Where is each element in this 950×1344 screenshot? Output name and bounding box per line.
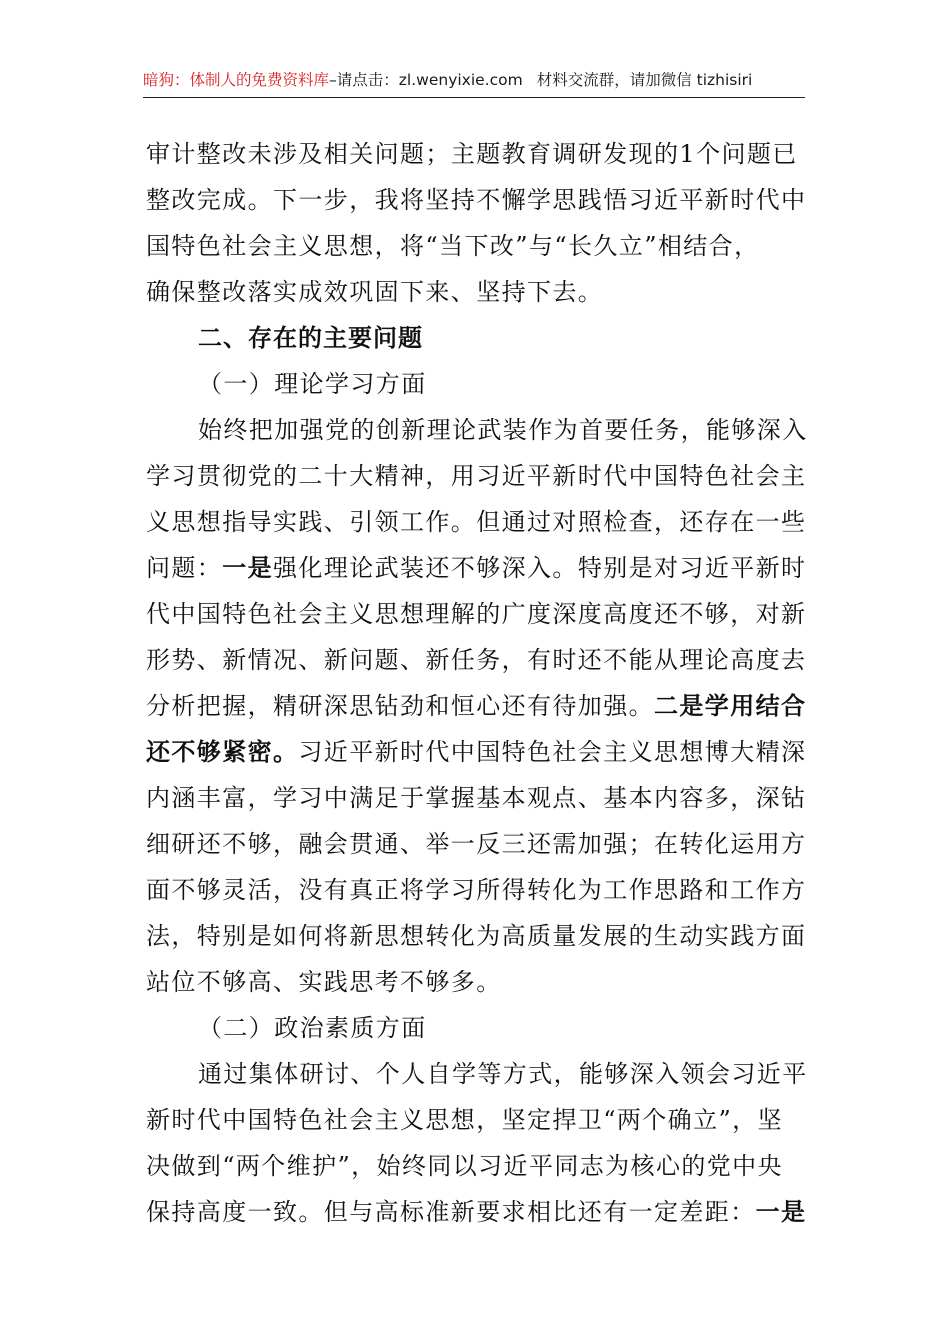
paragraph-line: 代中国特色社会主义思想理解的广度深度高度还不够，对新 — [146, 600, 807, 628]
page-header — [143, 66, 805, 98]
paragraph-line: 学习贯彻党的二十大精神，用习近平新时代中国特色社会主 — [146, 462, 807, 490]
paragraph-line: 义思想指导实践、引领工作。但通过对照检查，还存在一些 — [146, 508, 807, 536]
header-wechat: 材料交流群，请加微信 tizhisiri — [536, 71, 753, 89]
header-brand: 暗狗：体制人的免费资料库 — [143, 71, 330, 89]
paragraph-line: 国特色社会主义思想，将“当下改”与“长久立”相结合， — [146, 232, 760, 260]
document-body — [146, 131, 810, 1235]
subsection-heading: （二）政治素质方面 — [198, 1014, 427, 1042]
header-url-link[interactable]: zl.wenyixie.com — [398, 71, 523, 89]
subsection-heading: （一）理论学习方面 — [198, 370, 427, 398]
paragraph-line — [146, 683, 810, 729]
text-run: 保持高度一致。但与高标准新要求相比还有一定差距： — [146, 1198, 756, 1226]
paragraph-line: 决做到“两个维护”，始终同以习近平同志为核心的党中央 — [146, 1152, 783, 1180]
bold-text-run: 二是学用结合 — [654, 691, 807, 720]
text-run: 分析把握，精研深思钻劲和恒心还有待加强。 — [146, 692, 654, 720]
paragraph-line: 形势、新情况、新问题、新任务，有时还不能从理论高度去 — [146, 646, 807, 674]
paragraph-line: 审计整改未涉及相关问题；主题教育调研发现的1个问题已 — [146, 140, 798, 168]
paragraph-line: 法，特别是如何将新思想转化为高质量发展的生动实践方面 — [146, 922, 807, 950]
header-prompt: –请点击： — [329, 71, 399, 89]
paragraph-line — [146, 729, 810, 775]
text-run: 问题： — [146, 554, 223, 582]
bold-text-run: 一是 — [755, 1197, 807, 1226]
paragraph-line: 始终把加强党的创新理论武装作为首要任务，能够深入 — [198, 416, 808, 444]
bold-text-run: 一是 — [222, 553, 274, 582]
paragraph-line: 整改完成。下一步，我将坚持不懈学思践悟习近平新时代中 — [146, 186, 807, 214]
paragraph-line: 新时代中国特色社会主义思想，坚定捍卫“两个确立”，坚 — [146, 1106, 783, 1134]
paragraph-line: 通过集体研讨、个人自学等方式，能够深入领会习近平 — [198, 1060, 808, 1088]
paragraph-line — [146, 545, 810, 591]
text-run: 习近平新时代中国特色社会主义思想博大精深 — [298, 738, 807, 766]
paragraph-line: 面不够灵活，没有真正将学习所得转化为工作思路和工作方 — [146, 876, 807, 904]
paragraph-line — [146, 1189, 810, 1235]
bold-text-run: 还不够紧密。 — [146, 737, 299, 766]
paragraph-line: 站位不够高、实践思考不够多。 — [146, 968, 502, 996]
paragraph-line: 细研还不够，融会贯通、举一反三还需加强；在转化运用方 — [146, 830, 807, 858]
paragraph-line: 确保整改落实成效巩固下来、坚持下去。 — [146, 278, 604, 306]
text-run: 强化理论武装还不够深入。特别是对习近平新时 — [273, 554, 807, 582]
section-heading: 二、存在的主要问题 — [198, 324, 423, 352]
paragraph-line: 内涵丰富，学习中满足于掌握基本观点、基本内容多，深钻 — [146, 784, 807, 812]
